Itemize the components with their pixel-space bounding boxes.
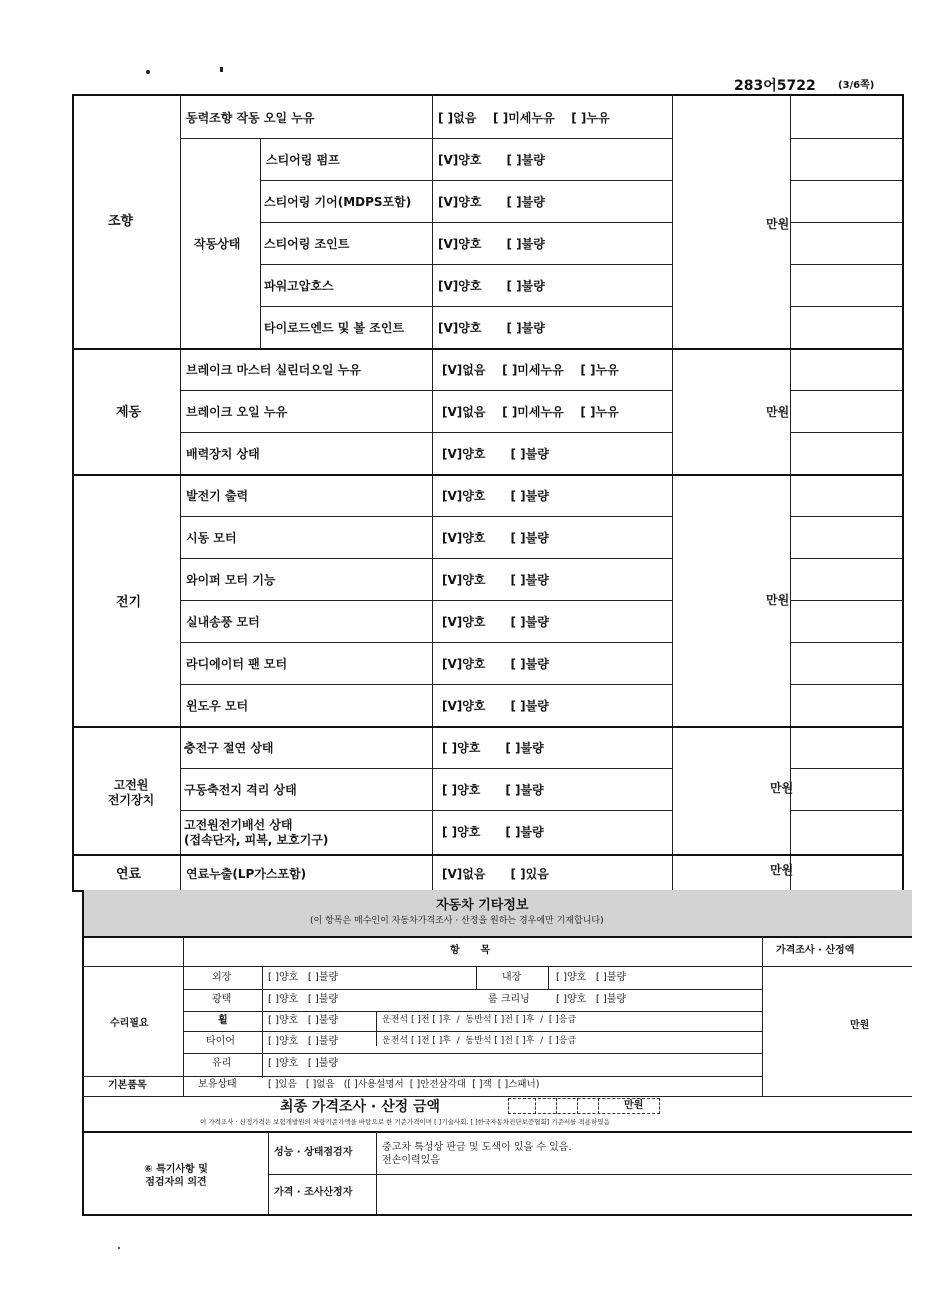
hv-item-label: 고전원전기배선 상태 [184, 818, 293, 832]
amount-divider [556, 1098, 558, 1114]
amount-divider [535, 1098, 537, 1114]
price-inspector-label: 가격 · 조사산정자 [274, 1187, 353, 1198]
table2-col [262, 966, 263, 1078]
table2-col [376, 1012, 377, 1046]
section-fuel: 연료 [116, 867, 142, 882]
hv-item-label: 구동축전지 격리 상태 [184, 783, 297, 797]
row-cleaning-label: 룸 크리닝 [488, 994, 530, 1005]
price-cell-line [790, 180, 902, 181]
table2-col [548, 966, 549, 990]
price-cell-line [790, 390, 902, 391]
row-gloss-opts[interactable]: [ ]양호 [ ]불량 [268, 994, 339, 1005]
scan-mark [220, 67, 223, 72]
col-line-1 [180, 95, 181, 891]
steering-item-label: 스티어링 조인트 [264, 237, 350, 251]
row-line [260, 306, 672, 307]
row-line [180, 432, 672, 433]
section-hv: 고전원 전기장치 [107, 778, 155, 807]
final-note: 이 가격조사 · 산정가격은 보험개발원의 차량기준가액을 바탕으로 한 기준가격이며 [ ]기술사회, [ ]한국자동차진단보증협회] 기준서를 적용하였음 [200, 1118, 610, 1126]
col-line-3 [672, 95, 673, 891]
price-cell-line [790, 306, 902, 307]
braking-item-label: 배력장치 상태 [186, 447, 260, 461]
row-line [180, 642, 672, 643]
section-steering: 조향 [108, 214, 134, 229]
braking-item-options[interactable]: [V]없음 [ ]미세누유 [ ]누유 [442, 405, 619, 419]
steering-item-label: 스티어링 기어(MDPS포함) [264, 195, 412, 209]
steering-item-label: 파워고압호스 [264, 279, 334, 293]
table2-line [82, 936, 912, 938]
table2-left [82, 890, 84, 1216]
electric-item-label: 시동 모터 [186, 531, 237, 545]
steering-unit: 만원 [766, 217, 790, 231]
table2-line [183, 1011, 762, 1012]
price-cell-line [790, 264, 902, 265]
row-line [180, 684, 672, 685]
braking-item-label: 브레이크 마스터 실린더오일 누유 [186, 363, 361, 377]
electric-item-options[interactable]: [V]양호 [ ]불량 [442, 489, 549, 503]
hv-item-options[interactable]: [ ]양호 [ ]불량 [442, 783, 544, 797]
row-glass-opts[interactable]: [ ]양호 [ ]불량 [268, 1058, 339, 1069]
row-glass-label: 유리 [212, 1058, 232, 1069]
price-cell-line [790, 432, 902, 433]
frame-top [72, 94, 904, 96]
other-col-price: 가격조사 · 산정액 [776, 945, 855, 956]
row-line [260, 222, 672, 223]
steering-oil-leak-label: 동력조향 작동 오일 누유 [186, 111, 315, 125]
final-amount-unit: 만원 [624, 1100, 644, 1111]
braking-item-options[interactable]: [V]없음 [ ]미세누유 [ ]누유 [442, 363, 619, 377]
row-exterior-opts[interactable]: [ ]양호 [ ]불량 [268, 972, 339, 983]
row-interior-label: 내장 [502, 972, 522, 983]
electric-item-options[interactable]: [V]양호 [ ]불량 [442, 699, 549, 713]
table2-line [183, 1031, 762, 1032]
row-line [180, 600, 672, 601]
section-line [72, 854, 904, 856]
price-cell-line [790, 684, 902, 685]
table2-col [762, 936, 763, 1096]
row-line [260, 264, 672, 265]
price-cell-line [790, 642, 902, 643]
basic-label: 기본품목 [108, 1080, 147, 1091]
electric-item-options[interactable]: [V]양호 [ ]불량 [442, 573, 549, 587]
other-info-subtitle: (이 항목은 매수인이 자동차가격조사 · 산정을 원하는 경우에만 기재합니다) [310, 916, 604, 926]
row-line [180, 810, 672, 811]
row-line [180, 558, 672, 559]
other-info-title: 자동차 기타정보 [436, 898, 529, 913]
steering-group-label: 작동상태 [194, 237, 241, 251]
performance-inspector-text[interactable]: 중고차 특성상 판금 및 도색이 있을 수 있음. 전손이력있음 [382, 1142, 572, 1166]
scan-dot [118, 1247, 120, 1249]
fuel-label: 연료누출(LP가스포함) [186, 867, 307, 881]
steering-item-options[interactable]: [V]양호 [ ]불량 [438, 195, 545, 209]
row-line [180, 768, 672, 769]
table2-col [183, 936, 184, 1096]
steering-item-options[interactable]: [V]양호 [ ]불량 [438, 279, 545, 293]
electric-item-label: 실내송풍 모터 [186, 615, 260, 629]
frame-left [72, 94, 74, 892]
doc-number: 283어5722 [734, 78, 816, 94]
steering-item-options[interactable]: [V]양호 [ ]불량 [438, 321, 545, 335]
opinion-label: ⑥ 특기사항 및 점검자의 의견 [144, 1164, 208, 1188]
row-exterior-label: 외장 [212, 972, 232, 983]
amount-divider [598, 1098, 600, 1114]
braking-item-label: 브레이크 오일 누유 [186, 405, 288, 419]
price-cell-line [790, 138, 902, 139]
price-cell-line [790, 222, 902, 223]
row-holding-opts[interactable]: [ ]있음 [ ]없음 ([ ]사용설명서 [ ]안전삼각대 [ ]잭 [ ]스패너) [268, 1079, 540, 1090]
fuel-options[interactable]: [V]없음 [ ]있음 [442, 867, 549, 881]
row-wheel-label: 휠 [218, 1015, 228, 1026]
price-cell-line [790, 516, 902, 517]
row-gloss-label: 광택 [212, 994, 232, 1005]
other-unit: 만원 [850, 1020, 870, 1031]
steering-item-label: 스티어링 펌프 [266, 153, 340, 167]
row-tire-opts[interactable]: [ ]양호 [ ]불량 [268, 1036, 339, 1047]
hv-item-options[interactable]: [ ]양호 [ ]불량 [442, 741, 544, 755]
table2-line [183, 989, 762, 990]
section-electric: 전기 [116, 595, 142, 610]
col-line-4 [790, 95, 791, 891]
other-col-item: 항 목 [450, 945, 491, 956]
steering-item-options[interactable]: [V]양호 [ ]불량 [438, 237, 545, 251]
price-cell-line [790, 558, 902, 559]
row-tire-label: 타이어 [206, 1036, 235, 1047]
row-wheel-detail[interactable]: 운전석 [ ]전 [ ]후 / 동반석 [ ]전 [ ]후 / [ ]응급 [382, 1015, 577, 1025]
section-line [72, 726, 904, 728]
section-braking: 제동 [116, 405, 142, 420]
electric-item-label: 발전기 출력 [186, 489, 249, 503]
hv-item-options[interactable]: [ ]양호 [ ]불량 [442, 825, 544, 839]
performance-inspector-label: 성능 · 상태점검자 [274, 1147, 353, 1158]
row-holding-label: 보유상태 [198, 1079, 237, 1090]
col-line-2 [432, 95, 433, 891]
row-wheel-opts[interactable]: [ ]양호 [ ]불량 [268, 1015, 339, 1026]
price-cell-line [790, 600, 902, 601]
repair-label: 수리필요 [110, 1018, 149, 1029]
table3-line [82, 1131, 912, 1133]
price-cell-line [790, 810, 902, 811]
row-line [180, 390, 672, 391]
steering-oil-leak-options[interactable]: [ ]없음 [ ]미세누유 [ ]누유 [438, 111, 610, 125]
row-line [260, 180, 672, 181]
table3-bottom [82, 1214, 912, 1216]
braking-item-options[interactable]: [V]양호 [ ]불량 [442, 447, 549, 461]
row-tire-detail[interactable]: 운전석 [ ]전 [ ]후 / 동반석 [ ]전 [ ]후 / [ ]응급 [382, 1036, 577, 1046]
table2-col [476, 966, 477, 990]
fuel-unit: 만원 [770, 863, 794, 877]
steering-item-label: 타이로드엔드 및 볼 조인트 [264, 321, 405, 335]
amount-divider [577, 1098, 579, 1114]
electric-item-label: 라디에이터 팬 모터 [186, 657, 288, 671]
price-cell-line [790, 768, 902, 769]
row-cleaning-opts[interactable]: [ ]양호 [ ]불량 [556, 994, 627, 1005]
other-info-band [82, 890, 912, 936]
electric-item-options[interactable]: [V]양호 [ ]불량 [442, 657, 549, 671]
hv-item-label-sub: (접속단자, 피복, 보호기구) [184, 833, 329, 847]
table2-line [82, 966, 912, 967]
row-line [180, 138, 672, 139]
section-line [72, 348, 904, 350]
electric-item-options[interactable]: [V]양호 [ ]불량 [442, 615, 549, 629]
row-interior-opts[interactable]: [ ]양호 [ ]불량 [556, 972, 627, 983]
frame-right [902, 94, 904, 892]
braking-unit: 만원 [766, 405, 790, 419]
table3-line [268, 1174, 912, 1175]
hv-unit: 만원 [770, 781, 794, 795]
row-line [180, 516, 672, 517]
final-title: 최종 가격조사 · 산정 금액 [280, 1099, 441, 1115]
scan-dot [146, 70, 150, 74]
section-line [72, 474, 904, 476]
electric-item-label: 윈도우 모터 [186, 699, 249, 713]
electric-item-options[interactable]: [V]양호 [ ]불량 [442, 531, 549, 545]
hv-item-label: 충전구 절연 상태 [184, 741, 274, 755]
steering-item-options[interactable]: [V]양호 [ ]불량 [438, 153, 545, 167]
table2-line [183, 1053, 762, 1054]
table2-line [82, 1096, 912, 1097]
electric-item-label: 와이퍼 모터 기능 [186, 573, 276, 587]
electric-unit: 만원 [766, 593, 790, 607]
col-line-steer-sub [260, 138, 261, 348]
table2-line [82, 1076, 762, 1077]
page-indicator: (3/6쪽) [838, 80, 875, 91]
